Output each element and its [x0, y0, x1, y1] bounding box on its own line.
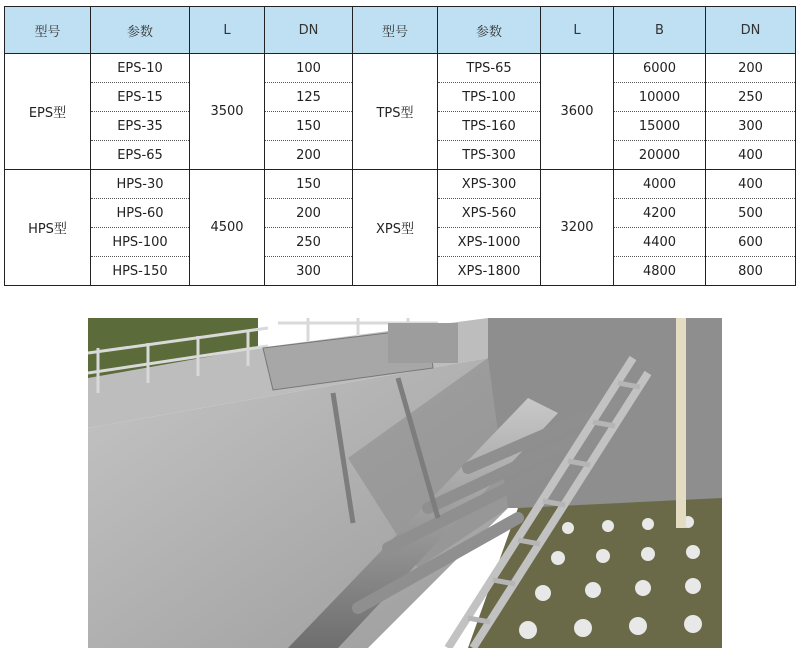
param-cell: HPS-30: [91, 170, 190, 199]
header-cell: DN: [706, 7, 796, 54]
vertical-pipe: [676, 318, 686, 528]
header-cell: DN: [265, 7, 353, 54]
dn-cell: 250: [706, 83, 796, 112]
b-cell: 20000: [614, 141, 706, 170]
header-cell: 参数: [91, 7, 190, 54]
dn-cell: 150: [265, 112, 353, 141]
param-cell: HPS-150: [91, 257, 190, 286]
param-cell: EPS-65: [91, 141, 190, 170]
dn-cell: 300: [706, 112, 796, 141]
param-cell: EPS-15: [91, 83, 190, 112]
model-cell: TPS型: [353, 54, 438, 170]
dn-cell: 400: [706, 170, 796, 199]
param-cell: TPS-65: [438, 54, 541, 83]
param-cell: XPS-1000: [438, 228, 541, 257]
dn-cell: 100: [265, 54, 353, 83]
support-bracket-side: [388, 323, 458, 363]
dn-cell: 200: [706, 54, 796, 83]
param-cell: TPS-300: [438, 141, 541, 170]
dn-cell: 500: [706, 199, 796, 228]
b-cell: 4400: [614, 228, 706, 257]
param-cell: HPS-60: [91, 199, 190, 228]
header-cell: 型号: [5, 7, 91, 54]
dn-cell: 200: [265, 199, 353, 228]
length-cell: 3500: [190, 54, 265, 170]
header-cell: 参数: [438, 7, 541, 54]
table-row: [5, 170, 796, 199]
dn-cell: 600: [706, 228, 796, 257]
dn-cell: 800: [706, 257, 796, 286]
b-cell: 10000: [614, 83, 706, 112]
param-cell: TPS-100: [438, 83, 541, 112]
header-cell: L: [541, 7, 614, 54]
dn-cell: 200: [265, 141, 353, 170]
param-cell: HPS-100: [91, 228, 190, 257]
dn-cell: 300: [265, 257, 353, 286]
table-row: [5, 54, 796, 83]
dn-cell: 250: [265, 228, 353, 257]
header-cell: L: [190, 7, 265, 54]
param-cell: TPS-160: [438, 112, 541, 141]
dn-cell: 150: [265, 170, 353, 199]
header-cell: B: [614, 7, 706, 54]
param-cell: EPS-35: [91, 112, 190, 141]
b-cell: 6000: [614, 54, 706, 83]
header-cell: 型号: [353, 7, 438, 54]
param-cell: XPS-1800: [438, 257, 541, 286]
model-cell: EPS型: [5, 54, 91, 170]
header-row: [5, 7, 796, 54]
param-cell: XPS-560: [438, 199, 541, 228]
model-cell: HPS型: [5, 170, 91, 286]
model-cell: XPS型: [353, 170, 438, 286]
dn-cell: 125: [265, 83, 353, 112]
length-cell: 4500: [190, 170, 265, 286]
param-cell: EPS-10: [91, 54, 190, 83]
b-cell: 4000: [614, 170, 706, 199]
b-cell: 4200: [614, 199, 706, 228]
equipment-photo: [88, 318, 722, 648]
b-cell: 4800: [614, 257, 706, 286]
param-cell: XPS-300: [438, 170, 541, 199]
dn-cell: 400: [706, 141, 796, 170]
length-cell: 3600: [541, 54, 614, 170]
spec-table: [4, 6, 796, 286]
length-cell: 3200: [541, 170, 614, 286]
b-cell: 15000: [614, 112, 706, 141]
